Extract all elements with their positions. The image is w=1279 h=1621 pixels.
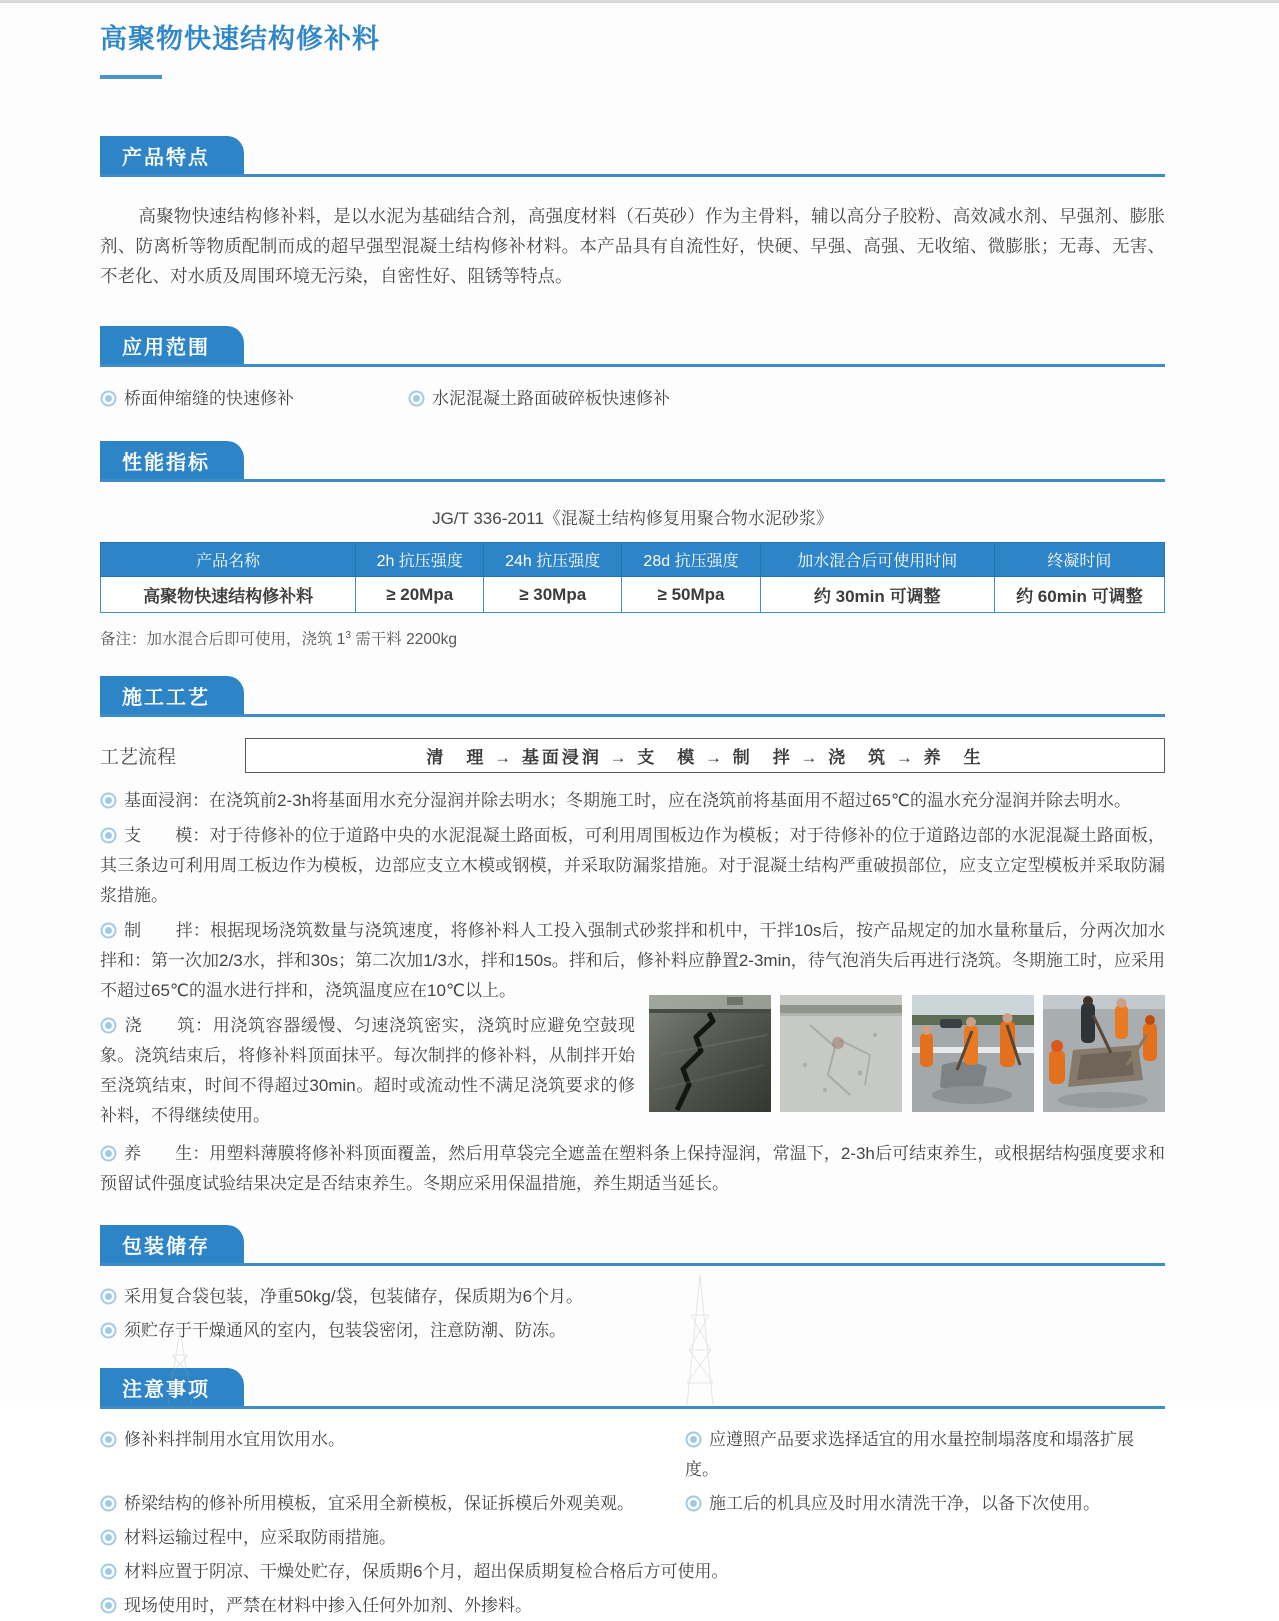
flow-diagram: 清 理 → 基面浸润 → 支 模 → 制 拌 → 浇 筑 → 养 生 <box>245 738 1165 773</box>
ring-bullet-icon <box>105 1150 112 1157</box>
ring-bullet-icon <box>105 1436 112 1443</box>
application-items <box>100 384 1165 414</box>
cracked-concrete-slab-photo <box>780 995 902 1112</box>
notes-tab-label: 注意事项 <box>100 1368 244 1406</box>
packaging-item: 采用复合袋包装，净重50kg/袋，包装储存，保质期为6个月。 <box>100 1282 1165 1312</box>
watermark-tower-icon <box>665 1275 735 1410</box>
table-header-cell: 加水混合后可使用时间 <box>760 543 994 577</box>
ring-bullet-icon <box>690 1500 697 1507</box>
ring-bullet-icon <box>105 1568 112 1575</box>
table-header-cell: 28d 抗压强度 <box>622 543 760 577</box>
step-formwork: 支 模：对于待修补的位于道路中央的水泥混凝土路面板，可利用周围板边作为模板；对于待修补的位于道路边部的水泥混凝土路面板，其三条边可利用周工板边作为模板，边部应支立木模或钢模，并采取防漏浆措施。对于混凝土结构严重破损部位，应支立定型模板并采取防漏浆措施。 <box>100 826 1166 905</box>
note-item: 施工后的机具应及时用水清洗干净，以备下次使用。 <box>685 1489 1165 1519</box>
table-header-row <box>101 543 1165 577</box>
construction-tab-label: 施工工艺 <box>100 676 244 714</box>
workers-pouring-repair-photo <box>1043 995 1165 1112</box>
note-item: 应遵照产品要求选择适宜的用水量控制塌落度和塌落扩展度。 <box>685 1430 1134 1479</box>
section-header-packaging <box>100 1225 1165 1266</box>
table-remark: 备注：加水混合后即可使用，浇筑 $1^3$ 需干料 2200kg <box>100 629 457 648</box>
ring-bullet-icon <box>105 1602 112 1609</box>
flow-label: 工艺流程 <box>100 747 177 768</box>
standard-reference: JG/T 336-2011《混凝土结构修复用聚合物水泥砂浆》 <box>432 509 833 528</box>
ring-bullet-icon <box>105 797 112 804</box>
table-cell: 约 60min 可调整 <box>994 577 1164 613</box>
application-tab-label: 应用范围 <box>100 326 244 364</box>
ring-bullet-icon <box>690 1436 697 1443</box>
note-item: 修补料拌制用水宜用饮用水。 <box>100 1425 685 1485</box>
note-item: 材料应置于阴凉、干燥处贮存，保质期6个月，超出保质期复检合格后方可使用。 <box>100 1557 1165 1587</box>
packaging-item: 须贮存于干燥通风的室内，包装袋密闭，注意防潮、防冻。 <box>100 1316 1165 1346</box>
watermark-tower-icon <box>150 1330 210 1410</box>
section-header-features <box>100 136 1165 177</box>
construction-photo-strip <box>649 995 1165 1131</box>
performance-table <box>100 542 1165 613</box>
ring-bullet-icon <box>105 832 112 839</box>
table-cell: 约 30min 可调整 <box>760 577 994 613</box>
cracked-wet-pavement-photo <box>649 995 771 1112</box>
notes-two-column <box>100 1425 1165 1523</box>
construction-steps <box>100 786 1165 1006</box>
process-flow <box>100 738 1165 773</box>
curing-step-wrap <box>100 1139 1165 1199</box>
section-header-notes <box>100 1368 1165 1409</box>
table-cell: ≥ 20Mpa <box>356 577 484 613</box>
step-base-wetting: 基面浸润：在浇筑前2-3h将基面用水充分湿润并除去明水；冬期施工时，应在浇筑前将基面用不超过65℃的温水充分湿润并除去明水。 <box>100 786 1165 816</box>
packaging-items <box>100 1282 1165 1346</box>
ring-bullet-icon <box>105 1022 112 1029</box>
ring-bullet-icon <box>105 1534 112 1541</box>
table-cell: 高聚物快速结构修补料 <box>101 577 356 613</box>
application-item: 桥面伸缩缝的快速修补 <box>100 384 408 414</box>
packaging-tab-label: 包装储存 <box>100 1225 244 1263</box>
step-mixing: 制 拌：根据现场浇筑数量与浇筑速度，将修补料人工投入强制式砂浆拌和机中，干拌10s后，按产品规定的加水量称量后，分两次加水拌和：第一次加2/3水，拌和30s；第二次加1/3水，拌和150s。拌和后，修补料应静置2-3min，待气泡消失后再进行浇筑。冬期施工时，应采用不超过65℃的温水进行拌和，浇筑温度应在10℃以上。 <box>100 921 1165 1000</box>
application-item: 水泥混凝土路面破碎板快速修补 <box>408 384 670 414</box>
ring-bullet-icon <box>105 395 112 402</box>
section-header-performance <box>100 441 1165 482</box>
table-header-cell: 终凝时间 <box>994 543 1164 577</box>
page-title: 高聚物快速结构修补料 <box>100 24 380 54</box>
features-tab-label: 产品特点 <box>100 136 244 174</box>
features-paragraph: 高聚物快速结构修补料，是以水泥为基础结合剂，高强度材料（石英砂）作为主骨料，辅以高分子胶粉、高效减水剂、早强剂、膨胀剂、防离析等物质配制而成的超早强型混凝土结构修补材料。本产品具有自流性好，快硬、早强、高强、无收缩、微膨胀；无毒、无害、不老化、对水质及周围环境无污染，自密性好、阻锈等特点。 <box>100 206 1165 286</box>
table-header-cell: 产品名称 <box>101 543 356 577</box>
road-repair-workers-photo <box>912 995 1034 1112</box>
table-cell: ≥ 30Mpa <box>484 577 622 613</box>
step-pouring: 浇 筑：用浇筑容器缓慢、匀速浇筑密实，浇筑时应避免空鼓现象。浇筑结束后，将修补料顶面抹平。每次制拌的修补料，从制拌开始至浇筑结束，时间不得超过30min。超时或流动性不满足浇筑要求的修补料，不得继续使用。 <box>100 1016 636 1125</box>
note-item: 材料运输过程中，应采取防雨措施。 <box>100 1523 1165 1553</box>
ring-bullet-icon <box>105 927 112 934</box>
ring-bullet-icon <box>105 1327 112 1334</box>
section-header-construction <box>100 676 1165 717</box>
ring-bullet-icon <box>413 395 420 402</box>
table-header-cell: 24h 抗压强度 <box>484 543 622 577</box>
page-top-edge <box>0 0 1279 3</box>
title-underline <box>100 75 162 79</box>
table-cell: ≥ 50Mpa <box>622 577 760 613</box>
ring-bullet-icon <box>105 1500 112 1507</box>
table-header-cell: 2h 抗压强度 <box>356 543 484 577</box>
section-header-application <box>100 326 1165 367</box>
performance-tab-label: 性能指标 <box>100 441 244 479</box>
ring-bullet-icon <box>105 1293 112 1300</box>
step-curing: 养 生：用塑料薄膜将修补料顶面覆盖，然后用草袋完全遮盖在塑料条上保持湿润，常温下，2-3h后可结束养生，或根据结构强度要求和预留试件强度试验结果决定是否结束养生。冬期应采用保温措施，养生期适当延长。 <box>100 1144 1166 1193</box>
note-item: 现场使用时，严禁在材料中掺入任何外加剂、外掺料。 <box>100 1591 1165 1621</box>
note-item: 桥梁结构的修补所用模板，宜采用全新模板，保证拆模后外观美观。 <box>100 1489 685 1519</box>
cubic-meter-superscript: 3 <box>345 629 351 641</box>
notes-full-width <box>100 1523 1165 1621</box>
pouring-row <box>100 1011 1165 1131</box>
table-data-row <box>101 577 1165 613</box>
